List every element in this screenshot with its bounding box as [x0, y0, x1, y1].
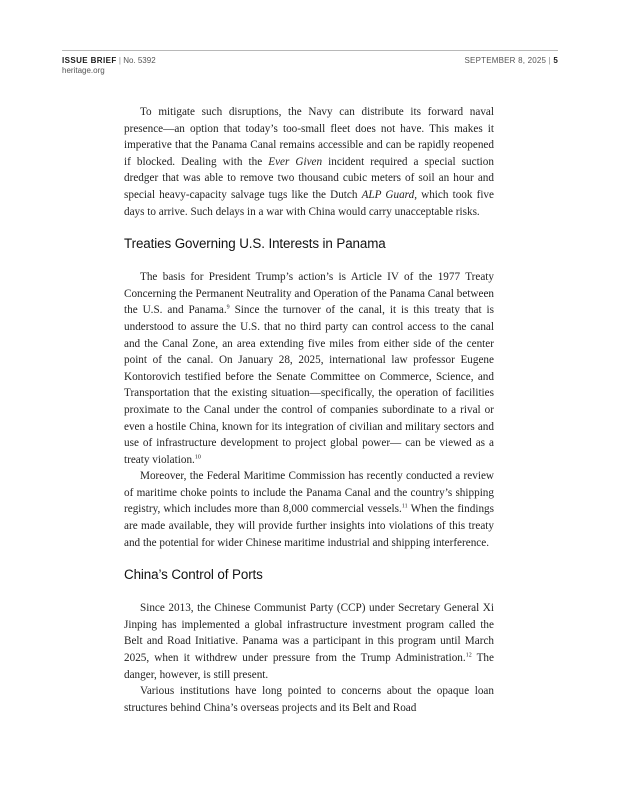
paragraph-navy-presence: [124, 104, 494, 220]
paragraph-opaque-loans: Various institutions have long pointed to concerns about the opaque loan structures behind China’s overseas projects and its Belt and Road: [124, 685, 494, 714]
paragraph-text: To mitigate such disruptions, the Navy can distribute its forward naval presence—an option that today’s too-small fleet does not have. This makes it imperative that the Panama Canal remains accessible and can be rapidly reopened if blocked. Dealing with the: [124, 106, 494, 168]
paragraph-text: When the findings are made available, they will provide further insights into violations of this treaty and the potential for wider Chinese maritime industrial and shipping interference.: [124, 503, 494, 549]
footnote-ref[interactable]: 12: [465, 652, 472, 659]
paragraph-text: Moreover, the Federal Maritime Commission has recently conducted a review of maritime choke points to include the Panama Canal and the country’s shipping registry, which includes more than 8,000 commercial vessels.: [124, 470, 494, 516]
section-heading-treaties: Treaties Governing U.S. Interests in Panama: [124, 236, 386, 252]
header-right: [465, 56, 558, 65]
paragraph-text: , which took five days to arrive. Such delays in a war with China would carry unacceptable risks.: [124, 188, 494, 218]
paragraph-text: The basis for President Trump’s action’s is Article IV of the 1977 Treaty Concerning the Permanent Neutrality and Operation of the Panama Canal between the U.S. and Panama.: [124, 271, 494, 317]
issue-number: No. 5392: [123, 56, 156, 65]
section-heading-china-ports: China’s Control of Ports: [124, 567, 263, 583]
header-divider: |: [118, 56, 121, 65]
publication-line: [62, 56, 156, 66]
footnote-ref[interactable]: 9: [226, 304, 230, 311]
footnote-ref[interactable]: 11: [401, 503, 408, 510]
running-header: [62, 50, 558, 79]
ship-name-alp-guard: ALP Guard: [361, 188, 415, 201]
paragraph-belt-and-road: [124, 600, 494, 683]
site-link[interactable]: heritage.org: [62, 66, 105, 75]
paragraph-text: Since the turnover of the canal, it is this treaty that is understood to assure the U.S. that no third party can control access to the canal and the Canal Zone, an area extending five miles from either side of the center point of the canal. On January 28, 2025, international law professor Eugene Kontorovich testified before the Senate Committee on Commerce, Science, and Transportation that the existing situation—specifically, the operation of facilities proximate to the Canal under the control of companies subordinate to a rival or even a hostile China, known for its integration of civilian and military sectors and use of infrastructure development to project global power— can be viewed as a treaty violation.: [124, 304, 494, 466]
page-number: 5: [553, 56, 558, 65]
publication-date: SEPTEMBER 8, 2025: [464, 56, 547, 65]
footnote-ref[interactable]: 10: [194, 453, 201, 460]
paragraph-treaty-basis: [124, 269, 494, 468]
paragraph-maritime-commission: [124, 468, 494, 551]
header-left: [62, 56, 156, 76]
ship-name-ever-given: Ever Given: [268, 155, 323, 168]
article-body: [124, 104, 494, 716]
paragraph-text: The danger, however, is still present.: [124, 652, 494, 681]
paragraph-text: incident required a special suction dredger that was able to remove two thousand cubic meters of soil an hour and special heavy-capacity salvage tugs like the Dutch: [124, 155, 494, 201]
header-divider-right: |: [548, 56, 551, 65]
paragraph-text: Since 2013, the Chinese Communist Party (CCP) under Secretary General Xi Jinping has implemented a global infrastructure investment program called the Belt and Road Initiative. Panama was a participant in this program until March 2025, when it withdrew under pressure from the Trump Administration.: [124, 602, 494, 665]
publication-type: ISSUE BRIEF: [62, 56, 117, 65]
